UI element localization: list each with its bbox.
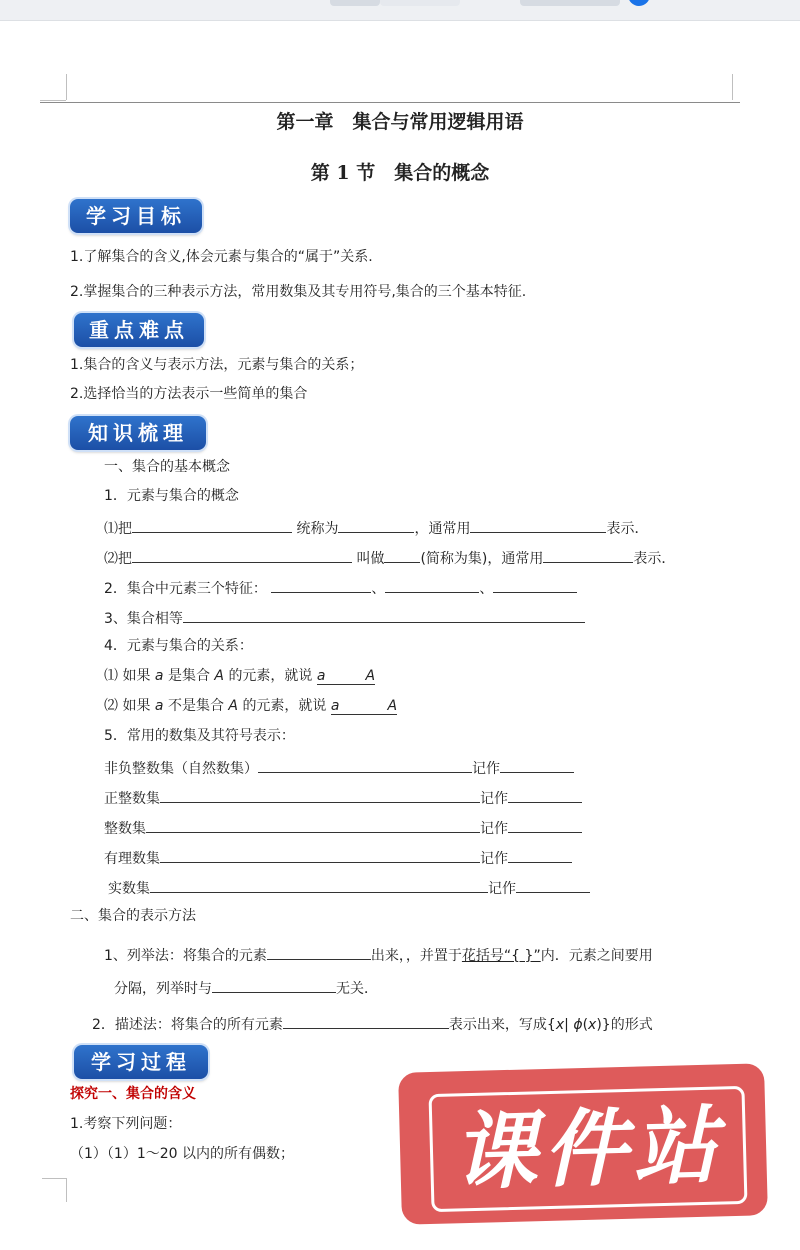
heading-representation: 二、集合的表示方法: [70, 908, 196, 924]
blank[interactable]: [283, 1013, 449, 1029]
blank[interactable]: [258, 757, 472, 773]
toolbar-indicator-icon[interactable]: [628, 0, 650, 6]
chapter-title: 第一章 集合与常用逻辑用语: [276, 111, 524, 133]
blank[interactable]: [508, 787, 582, 803]
page-corner-mark: [40, 100, 66, 101]
number-sets-heading: 5．常用的数集及其符号表示：: [104, 728, 295, 744]
blank[interactable]: [212, 977, 336, 993]
page-corner-mark: [42, 1178, 66, 1179]
badge-process: 学习过程: [74, 1045, 208, 1079]
blank[interactable]: [160, 847, 480, 863]
blank[interactable]: [160, 787, 480, 803]
badge-objectives: 学习目标: [70, 199, 202, 233]
blank[interactable]: [508, 847, 572, 863]
blank[interactable]: [500, 757, 574, 773]
question-1-item-1: （1）（1）1～20 以内的所有偶数；: [70, 1146, 294, 1162]
watermark-logo: 课件站: [429, 1086, 748, 1212]
toolbar-tab-shape: [330, 0, 380, 6]
key-point-1: 1.集合的含义与表示方法，元素与集合的关系；: [70, 357, 364, 373]
header-rule: [40, 102, 740, 103]
number-set-row: 非负整数集（自然数集） 记作: [104, 757, 598, 778]
section-title: 第 1 节 集合的概念: [310, 162, 490, 184]
blank[interactable]: [132, 547, 352, 563]
fill-line-1: ⑴把 统称为 ，通常用 表示．: [104, 517, 648, 538]
sub-heading-element-set: 1．元素与集合的概念: [104, 488, 239, 504]
page-corner-mark: [732, 74, 733, 100]
number-set-row: 整数集 记作: [104, 817, 582, 838]
objective-1: 1.了解集合的含义,体会元素与集合的“属于”关系.: [70, 249, 373, 265]
blank[interactable]: [132, 517, 292, 533]
explore-heading: 探究一、集合的含义: [70, 1086, 196, 1102]
listing-method-line-2: 分隔，列举时与 无关．: [114, 977, 378, 998]
fill-line-2: ⑵把 叫做 (简称为集)，通常用 表示．: [104, 547, 675, 568]
badge-knowledge: 知识梳理: [70, 416, 206, 450]
blank[interactable]: [470, 517, 606, 533]
blank[interactable]: [271, 577, 371, 593]
toolbar-tab-shape: [520, 0, 620, 6]
fill-line-3: 2．集合中元素三个特征： 、 、: [104, 577, 577, 598]
blank[interactable]: [267, 944, 371, 960]
page-corner-mark: [66, 74, 67, 100]
fill-line-4: 3、集合相等: [104, 607, 585, 628]
browser-top-bar: [0, 0, 800, 21]
relation-line-2: ⑵ 如果 a 不是集合 A 的元素，就说 a A: [104, 698, 398, 714]
toolbar-tab-shape: [380, 0, 460, 6]
heading-basic-concepts: 一、集合的基本概念: [104, 459, 230, 475]
number-set-row: 正整数集 记作: [104, 787, 582, 808]
blank[interactable]: [146, 817, 480, 833]
listing-method-line-1: 1、列举法：将集合的元素 出来，，并置于花括号“{ }”内．元素之间要用: [104, 944, 653, 965]
blank[interactable]: [508, 817, 582, 833]
page-corner-mark: [66, 1178, 67, 1202]
description-method-line: 2．描述法：将集合的所有元素 表示出来，写成{x| ϕ(x)}的形式: [92, 1013, 653, 1034]
objective-2: 2.掌握集合的三种表示方法，常用数集及其专用符号,集合的三个基本特征.: [70, 284, 527, 300]
blank[interactable]: [150, 877, 488, 893]
number-set-row: 实数集 记作: [108, 877, 590, 898]
blank[interactable]: [543, 547, 633, 563]
relation-line-1: ⑴ 如果 a 是集合 A 的元素，就说 a A: [104, 668, 376, 684]
blank[interactable]: [493, 577, 577, 593]
blank[interactable]: [183, 607, 585, 623]
key-point-2: 2.选择恰当的方法表示一些简单的集合: [70, 386, 308, 402]
question-1: 1.考察下列问题：: [70, 1116, 182, 1132]
blank[interactable]: [385, 577, 479, 593]
blank[interactable]: [516, 877, 590, 893]
blank[interactable]: [338, 517, 414, 533]
blank[interactable]: [384, 547, 420, 563]
number-set-row: 有理数集 记作: [104, 847, 572, 868]
badge-key-points: 重点难点: [74, 313, 204, 347]
relation-heading: 4．元素与集合的关系：: [104, 638, 253, 654]
